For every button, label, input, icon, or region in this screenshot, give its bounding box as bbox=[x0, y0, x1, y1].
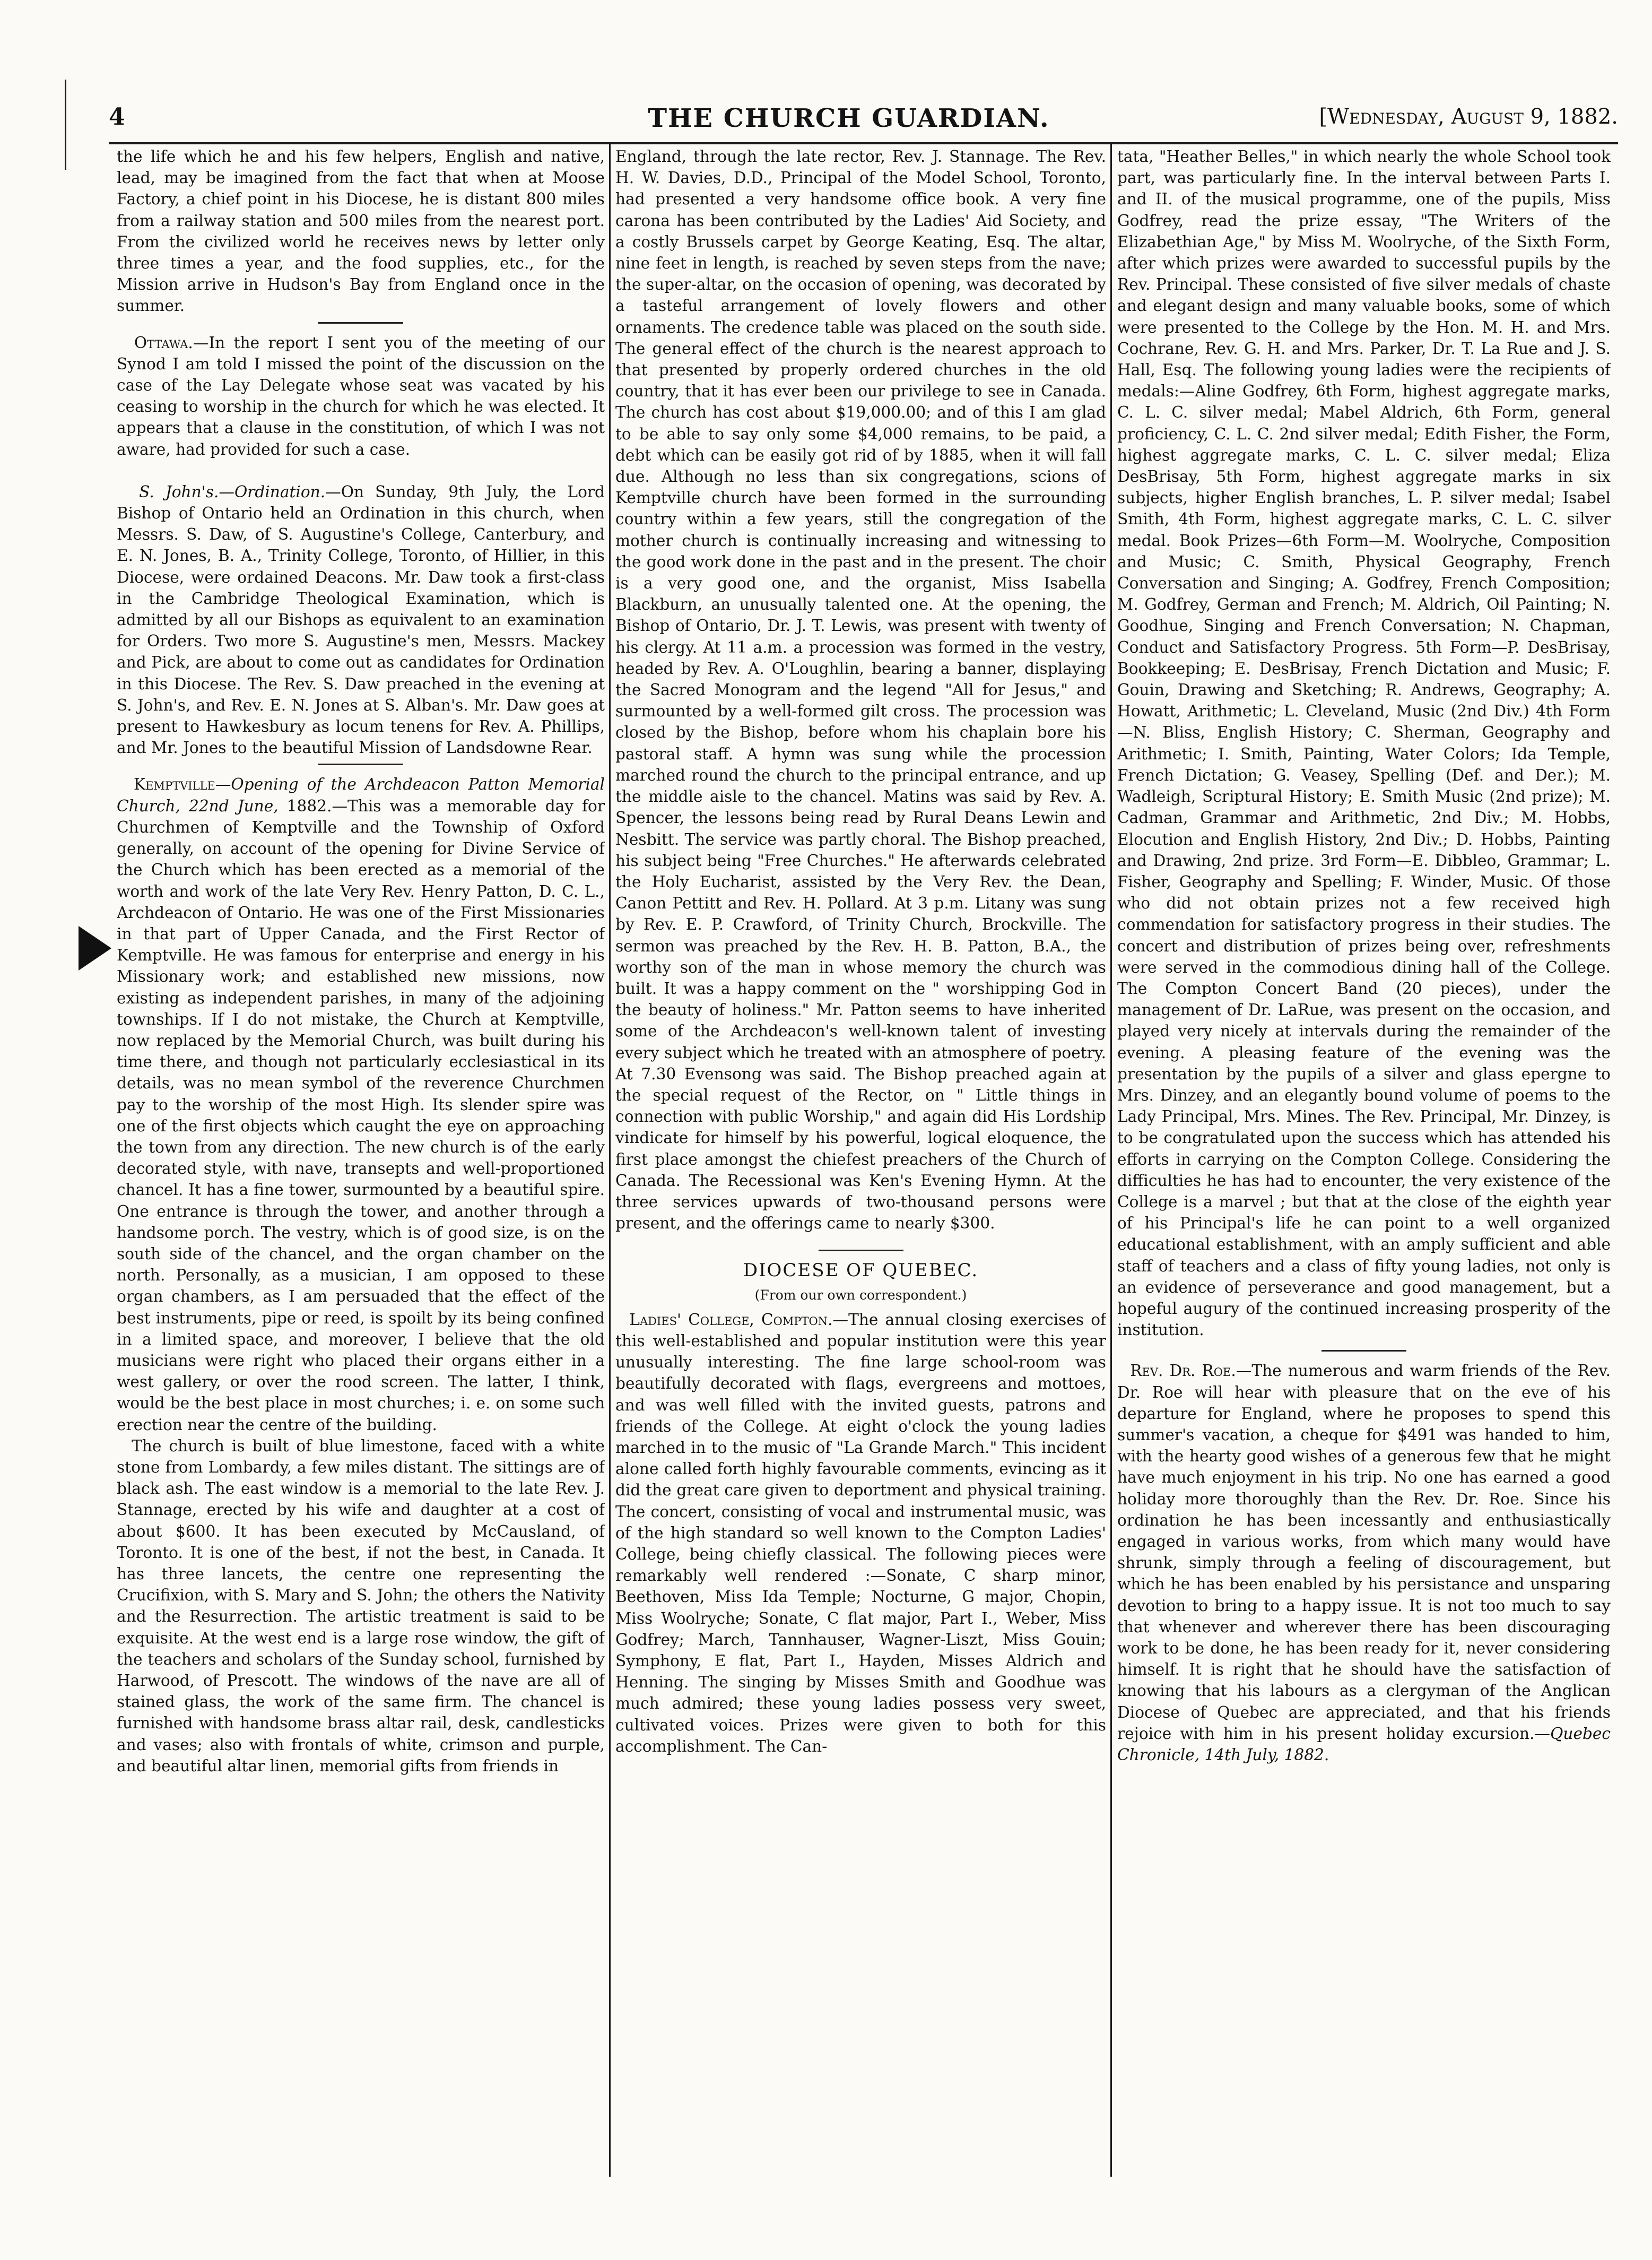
page-number: 4 bbox=[109, 103, 125, 131]
correspondent-note: (From our own correspondent.) bbox=[754, 1287, 967, 1303]
column-2 bbox=[615, 146, 1106, 2173]
church-description: The church is built of blue limestone, faced with a white stone from Lombardy, a few miles distant. The sittings are of black ash. The east window is a memorial to the late Rev. J. Stannage, erected by his wife and daughter at a cost of about $600. It has been executed by McCausland, of Toronto. It is one of the best, if not the best, in Canada. It has three lancets, the centre one representing the Crucifixion, with S. Mary and S. John; the others the Nativity and the Resurrection. The artistic treatment is said to be exquisite. At the west end is a large rose window, the gift of the teachers and scholars of the Sunday school, furnished by Harwood, of Prescott. The windows of the nave are all of stained glass, the work of the same firm. The chancel is furnished with handsome brass altar rail, desk, candlesticks and vases; also with frontals of white, crimson and purple, and beautiful altar linen, memorial gifts from friends in bbox=[117, 1436, 605, 1775]
ladies-college-body: —The annual closing exercises of this well-established and popular institution were this year unusually interesting. The fine large school-room was beautifully decorated with flags, evergreens and mottoes, and was well filled with the invited guests, patrons and friends of the College. At eight o'clock the young ladies marched in to the music of "La Grande March." This incident alone called forth highly favourable comments, evincing as it did the great care given to deportment and physical training. The concert, consisting of vocal and instrumental music, was of the high standard so well known to the Compton Ladies' College, being chiefly classical. The following pieces were remarkably well rendered :—Sonate, C sharp minor, Beethoven, Miss Ida Temple; Nocturne, G major, Chopin, Miss Woolryche; Sonate, C flat major, Part I., Weber, Miss Godfrey; March, Tannhauser, Wagner-Liszt, Miss Gouin; Symphony, E flat, Part I., Hayden, Misses Aldrich and Henning. The singing by Misses Smith and Goodhue was much admired; these young ladies possess very sweet, cultivated voices. Prizes were given to both for this accomplishment. The Can- bbox=[615, 1310, 1106, 1755]
column-3 bbox=[1117, 146, 1611, 2173]
ladies-college-article bbox=[615, 1309, 1106, 1757]
ladies-college-heading: Ladies' College, Compton. bbox=[629, 1310, 833, 1329]
column-divider-1 bbox=[609, 144, 611, 2177]
header-rule bbox=[109, 142, 1618, 144]
col3-para-compton-cont: tata, "Heather Belles," in which nearly the whole School took part, was particularly fine. In the interval between Parts I. and II. of the musical programme, one of the pupils, Miss Godfrey, read the prize essay, "The Writers of the Elizabethian Age," by Miss M. Woolryche, of the Sixth Form, after which prizes were awarded to successful pupils by the Rev. Principal. These consisted of five silver medals of chaste and elegant design and many valuable books, some of which were presented to the College by the Hon. M. H. and Mrs. Cochrane, Rev. G. H. and Mrs. Parker, Dr. T. La Rue and J. S. Hall, Esq. The following young ladies were the recipients of medals:—Aline Godfrey, 6th Form, highest aggregate marks, C. L. C. silver medal; Mabel Aldrich, 6th Form, general proficiency, C. L. C. 2nd silver medal; Edith Fisher, the Form, highest aggregate marks, C. L. C. silver medal; Eliza DesBrisay, 5th Form, highest aggregate marks in six subjects, higher English branches, L. P. silver medal; Isabel Smith, 4th Form, highest aggregate marks, C. L. C. silver medal. Book Prizes—6th Form—M. Woolryche, Composition and Music; C. Smith, Physical Geography, French Conversation and Singing; A. Godfrey, French Composition; M. Godfrey, German and French; M. Aldrich, Oil Painting; N. Goodhue, Singing and French Conversation; N. Chapman, Conduct and Satisfactory Progress. 5th Form—P. DesBrisay, Bookkeeping; E. DesBrisay, French Dictation and Music; F. Gouin, Drawing and Sketching; R. Andrews, Geography; A. Howatt, Arithmetic; L. Cleveland, Music (2nd Div.) 4th Form—N. Bliss, English History; C. Sherman, Geography and Arithmetic; I. Smith, Painting, Water Colors; Ida Temple, French Dictation; G. Veasey, Spelling (Def. and Der.); M. Wadleigh, Scriptural History; E. Smith Music (2nd prize); M. Cadman, Grammar and Arithmetic, 2nd Div.; M. Hobbs, Elocution and English History, 2nd Div.; D. Hobbs, Painting and Drawing, 2nd prize. 3rd Form—E. Dibbleo, Grammar; L. Fisher, Geography and Spelling; F. Winder, Music. Of those who did not obtain prizes not a few received high commendation for satisfactory progress in their studies. The concert and distribution of prizes being over, refreshments were served in the commodious dining hall of the College. The Compton Concert Band (20 pieces), under the management of Dr. LaRue, was present on the occasion, and played very nicely at intervals during the remainder of the evening. A pleasing feature of the evening was the presentation by the pupils of a silver and glass epergne to Mrs. Dinzey, and an elegantly bound volume of poems to the Lady Principal, Mrs. Mines. The Rev. Principal, Mr. Dinzey, is to be congratulated upon the success which has attended his efforts in carrying on the Compton College. Considering the difficulties he has had to encounter, the very existence of the College is a marvel ; but that at the close of the eighth year of his Principal's life he can point to a well organized educational establishment, with an amply sufficient and able staff of teachers and a class of fifty young ladies, not only is an evidence of perseverance and good management, but a hopeful augury of the continued increasing prosperity of the institution. bbox=[1117, 148, 1611, 1339]
kemptville-body: 1882.—This was a memorable day for Churchmen of Kemptville and the Township of Oxford generally, on account of the opening for Divine Service of the Church which has been erected as a memorial of the worth and work of the late Very Rev. Henry Patton, D. C. L., Archdeacon of Ontario. He was one of the First Missionaries in that part of Upper Canada, and the First Rector of Kemptville. He was famous for enterprise and energy in his Missionary work; and established new missions, now existing as independent parishes, in many of the adjoining townships. If I do not mistake, the Church at Kemptville, now replaced by the Memorial Church, was built during his time there, and though not particularly ecclesiastical in its details, was no mean symbol of the reverence Churchmen pay to the worship of the most High. Its slender spire was one of the first objects which caught the eye on approaching the town from any direction. The new church is of the early decorated style, with nave, transepts and well-proportioned chancel. It has a fine tower, surmounted by a beautiful spire. One entrance is through the tower, and another through a handsome porch. The vestry, which is of good size, is on the south side of the chancel, and the organ chamber on the north. Personally, as a musician, I am opposed to these organ chambers, as I am persuaded that the effect of the best instruments, pipe or reed, is spoilt by its being confined in a limited space, and moreover, I believe that the old musicians were right who placed their organs either in a west gallery, or over the rood screen. The latter, I think, would be the best place in most churches; i. e. on some such erection near the centre of the building. bbox=[117, 796, 605, 1434]
ottawa-body: —In the report I sent you of the meeting of our Synod I am told I missed the point of the discussion on the case of the Lay Delegate whose seat was vacated by his ceasing to worship in the church for which he was elected. It appears that a clause in the constitution, of which I was not aware, had provided for such a case. bbox=[117, 333, 605, 458]
kemptville-article bbox=[117, 774, 605, 1435]
column-divider-2 bbox=[1110, 144, 1112, 2177]
article-separator bbox=[819, 1250, 903, 1251]
article-separator bbox=[318, 322, 403, 324]
article-separator bbox=[1321, 1350, 1406, 1352]
newspaper-title: THE CHURCH GUARDIAN. bbox=[648, 103, 1050, 133]
col1-para-church bbox=[117, 1435, 605, 1777]
sjohns-heading: S. John's.—Ordination. bbox=[139, 482, 326, 501]
issue-date: [Wednesday, August 9, 1882. bbox=[1319, 105, 1618, 129]
roe-source: Quebec Chronicle, 14th July, 1882. bbox=[1117, 1724, 1611, 1764]
pointer-arrow-icon bbox=[79, 926, 111, 971]
article-separator bbox=[318, 764, 403, 765]
sjohns-article bbox=[117, 481, 605, 759]
col1-para-moose-factory: the life which he and his few helpers, English and native, lead, may be imagined from the fact that when at Moose Factory, a chief point in his Diocese, he is distant 800 miles from a railway station and 500 miles from the nearest port. From the civilized world he receives news by letter only three times a year, and the food supplies, etc., for the Mission arrive in Hudson's Bay from England once in the summer. bbox=[117, 148, 605, 315]
ottawa-heading: Ottawa. bbox=[134, 333, 193, 352]
kemptville-subheading: —Opening of the Archdeacon Patton Memorial Church, 22nd June, bbox=[117, 775, 605, 815]
left-margin-rule bbox=[65, 80, 66, 170]
kemptville-heading: Kemptville bbox=[134, 775, 215, 794]
roe-body: —The numerous and warm friends of the Rev. Dr. Roe will hear with pleasure that on the eve of his departure for England, where he proposes to spend this summer's vacation, a cheque for $491 was handed to him, with the hearty good wishes of a generous few that he might have much enjoyment in his trip. No one has earned a good holiday more thoroughly than the Rev. Dr. Roe. Since his ordination he has been incessantly and enthusiastically engaged in various works, from which many would have shrunk, simply through a feeling of discouragement, but which he has been enabled by his persistance and unsparing devotion to bring to a happy issue. It is not too much to say that whenever and wherever there has been discouraging work to be done, he has been ready for it, never considering himself. It is right that he should have the satisfaction of knowing that his labours as a clergyman of the Anglican Diocese of Quebec are appreciated, and that his friends rejoice with him in his present holiday excursion.— bbox=[1117, 1362, 1611, 1743]
diocese-heading: DIOCESE OF QUEBEC. bbox=[743, 1260, 979, 1281]
roe-article bbox=[1117, 1360, 1611, 1765]
roe-heading: Rev. Dr. Roe. bbox=[1130, 1362, 1236, 1380]
column-1 bbox=[117, 146, 605, 2173]
ottawa-article bbox=[117, 332, 605, 460]
page-header bbox=[80, 103, 1618, 141]
col2-para-kemptville-cont: England, through the late rector, Rev. J. Stannage. The Rev. H. W. Davies, D.D., Principal of the Model School, Toronto, had presented a very handsome office book. A very fine carona has been contributed by the Ladies' Aid Society, and a costly Brussels carpet by George Keating, Esq. The altar, nine feet in length, is reached by seven steps from the nave; the super-altar, on the occasion of opening, was decorated by a tasteful arrangement of lovely flowers and other ornaments. The credence table was placed on the south side. The general effect of the church is the nearest approach to that presented by properly ordered churches in the old country, that it has ever been our privilege to see in Canada. The church has cost about $19,000.00; and of this I am glad to be able to say only some $4,000 remains, to be paid, a debt which can be easily got rid of by 1885, when it will fall due. Although no less than six congregations, scions of Kemptville church have been formed in the surrounding country within a few years, still the congregation of the mother church is continually increasing and witnessing to the good work done in the past and in the present. The choir is a very good one, and the organist, Miss Isabella Blackburn, an unusually talented one. At the opening, the Bishop of Ontario, Dr. J. T. Lewis, was present with twenty of his clergy. At 11 a.m. a procession was formed in the vestry, headed by Rev. A. O'Loughlin, bearing a banner, displaying the Sacred Monogram and the legend "All for Jesus," and surmounted by a well-formed gilt cross. The procession was closed by the Bishop, before whom his chaplain bore his pastoral staff. A hymn was sung while the procession marched round the church to the principal entrance, and up the middle aisle to the chancel. Matins was said by Rev. A. Spencer, the lessons being read by Rural Deans Lewin and Nesbitt. The service was partly choral. The Bishop preached, his subject being "Free Churches." He afterwards celebrated the Holy Eucharist, assisted by the Very Rev. the Dean, Canon Pettitt and Rev. H. Pollard. At 3 p.m. Litany was sung by Rev. E. P. Crawford, of Trinity Church, Brockville. The sermon was preached by the Rev. H. B. Patton, B.A., the worthy son of the man in whose memory the church was built. It was a happy comment on the " worshipping God in the beauty of holiness." Mr. Patton seems to have inherited some of the Archdeacon's well-known talent of investing every subject which he treated with an atmosphere of poetry. At 7.30 Evensong was said. The Bishop preached again at the special request of the Rector, on " Little things in connection with public Worship," and again did His Lordship vindicate for himself by his powerful, logical eloquence, the first place amongst the chiefest preachers of the Church of Canada. The Recessional was Ken's Evening Hymn. At the three services upwards of two-thousand persons were present, and the offerings came to nearly $300. bbox=[615, 148, 1106, 1233]
sjohns-body: —On Sunday, 9th July, the Lord Bishop of Ontario held an Ordination in this church, when Messrs. S. Daw, of S. Augustine's College, Canterbury, and E. N. Jones, B. A., Trinity College, Toronto, of Hillier, in this Diocese, were ordained Deacons. Mr. Daw took a first-class in the Cambridge Theological Examination, which is admitted by all our Bishops as equivalent to an examination for Orders. Two more S. Augustine's men, Messrs. Mackey and Pick, are about to come out as candidates for Ordination in this Diocese. The Rev. S. Daw preached in the evening at S. John's, and Rev. E. N. Jones at S. Alban's. Mr. Daw goes at present to Hawkesbury as locum tenens for Rev. A. Phillips, and Mr. Jones to the beautiful Mission of Landsdowne Rear. bbox=[117, 482, 605, 757]
